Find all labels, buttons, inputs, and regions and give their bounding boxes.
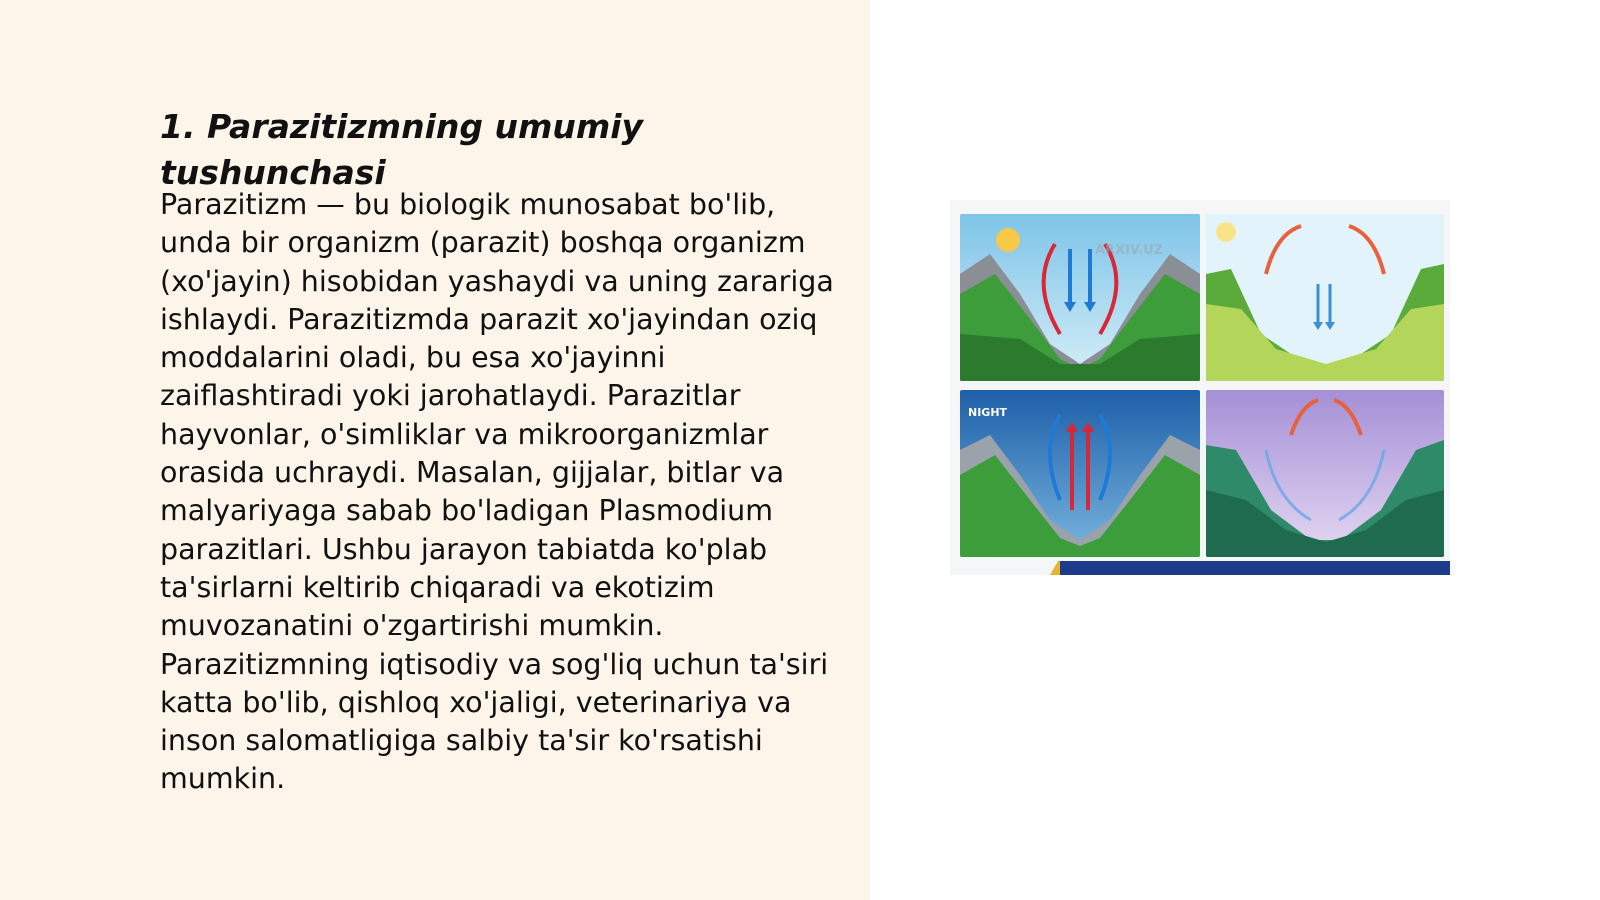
slide-heading: 1. Parazitizmning umumiy tushunchasi xyxy=(160,107,644,192)
sun-icon xyxy=(1216,222,1236,242)
slide-body-text: Parazitizm — bu biologik munosabat bo'lib, unda bir organizm (parazit) boshqa organizm (xo'jayin) hisobidan yashaydi va uning zarariga ishlaydi. Parazitizmda parazit xo'jayindan oziq moddalarini oladi, bu esa xo'jayinni zaiflashtiradi yoki jarohatlaydi. Parazitlar hayvonlar, o'simliklar va mikroorganizmlar orasida uchraydi. Masalan, gijjalar, bitlar va malyariyaga sabab bo'ladigan Plasmodium parazitlari. Ushbu jarayon tabiatda ko'plab ta'sirlarni keltirib chiqaradi va ekotizim muvozanatini o'zgartirishi mumkin. Parazitizmning iqtisodiy va sog'liq uchun ta'siri katta bo'lib, qishloq xo'jaligi, veterinariya va inson salomatligiga salbiy ta'sir ko'rsatishi mumkin. xyxy=(160,188,834,796)
valley-wind-diagram xyxy=(950,200,1450,575)
diagram-panel-day-2 xyxy=(1206,214,1444,381)
diagram-panel-night-2 xyxy=(1206,390,1444,557)
diagram-panel-day-1 xyxy=(960,214,1200,381)
figure-bottom-band xyxy=(1060,561,1450,575)
sun-icon xyxy=(996,228,1020,252)
svg-text:ARXIV.UZ: ARXIV.UZ xyxy=(1095,243,1164,258)
diagram-panel-night-1 xyxy=(960,390,1200,557)
night-label: NIGHT xyxy=(968,406,1008,419)
